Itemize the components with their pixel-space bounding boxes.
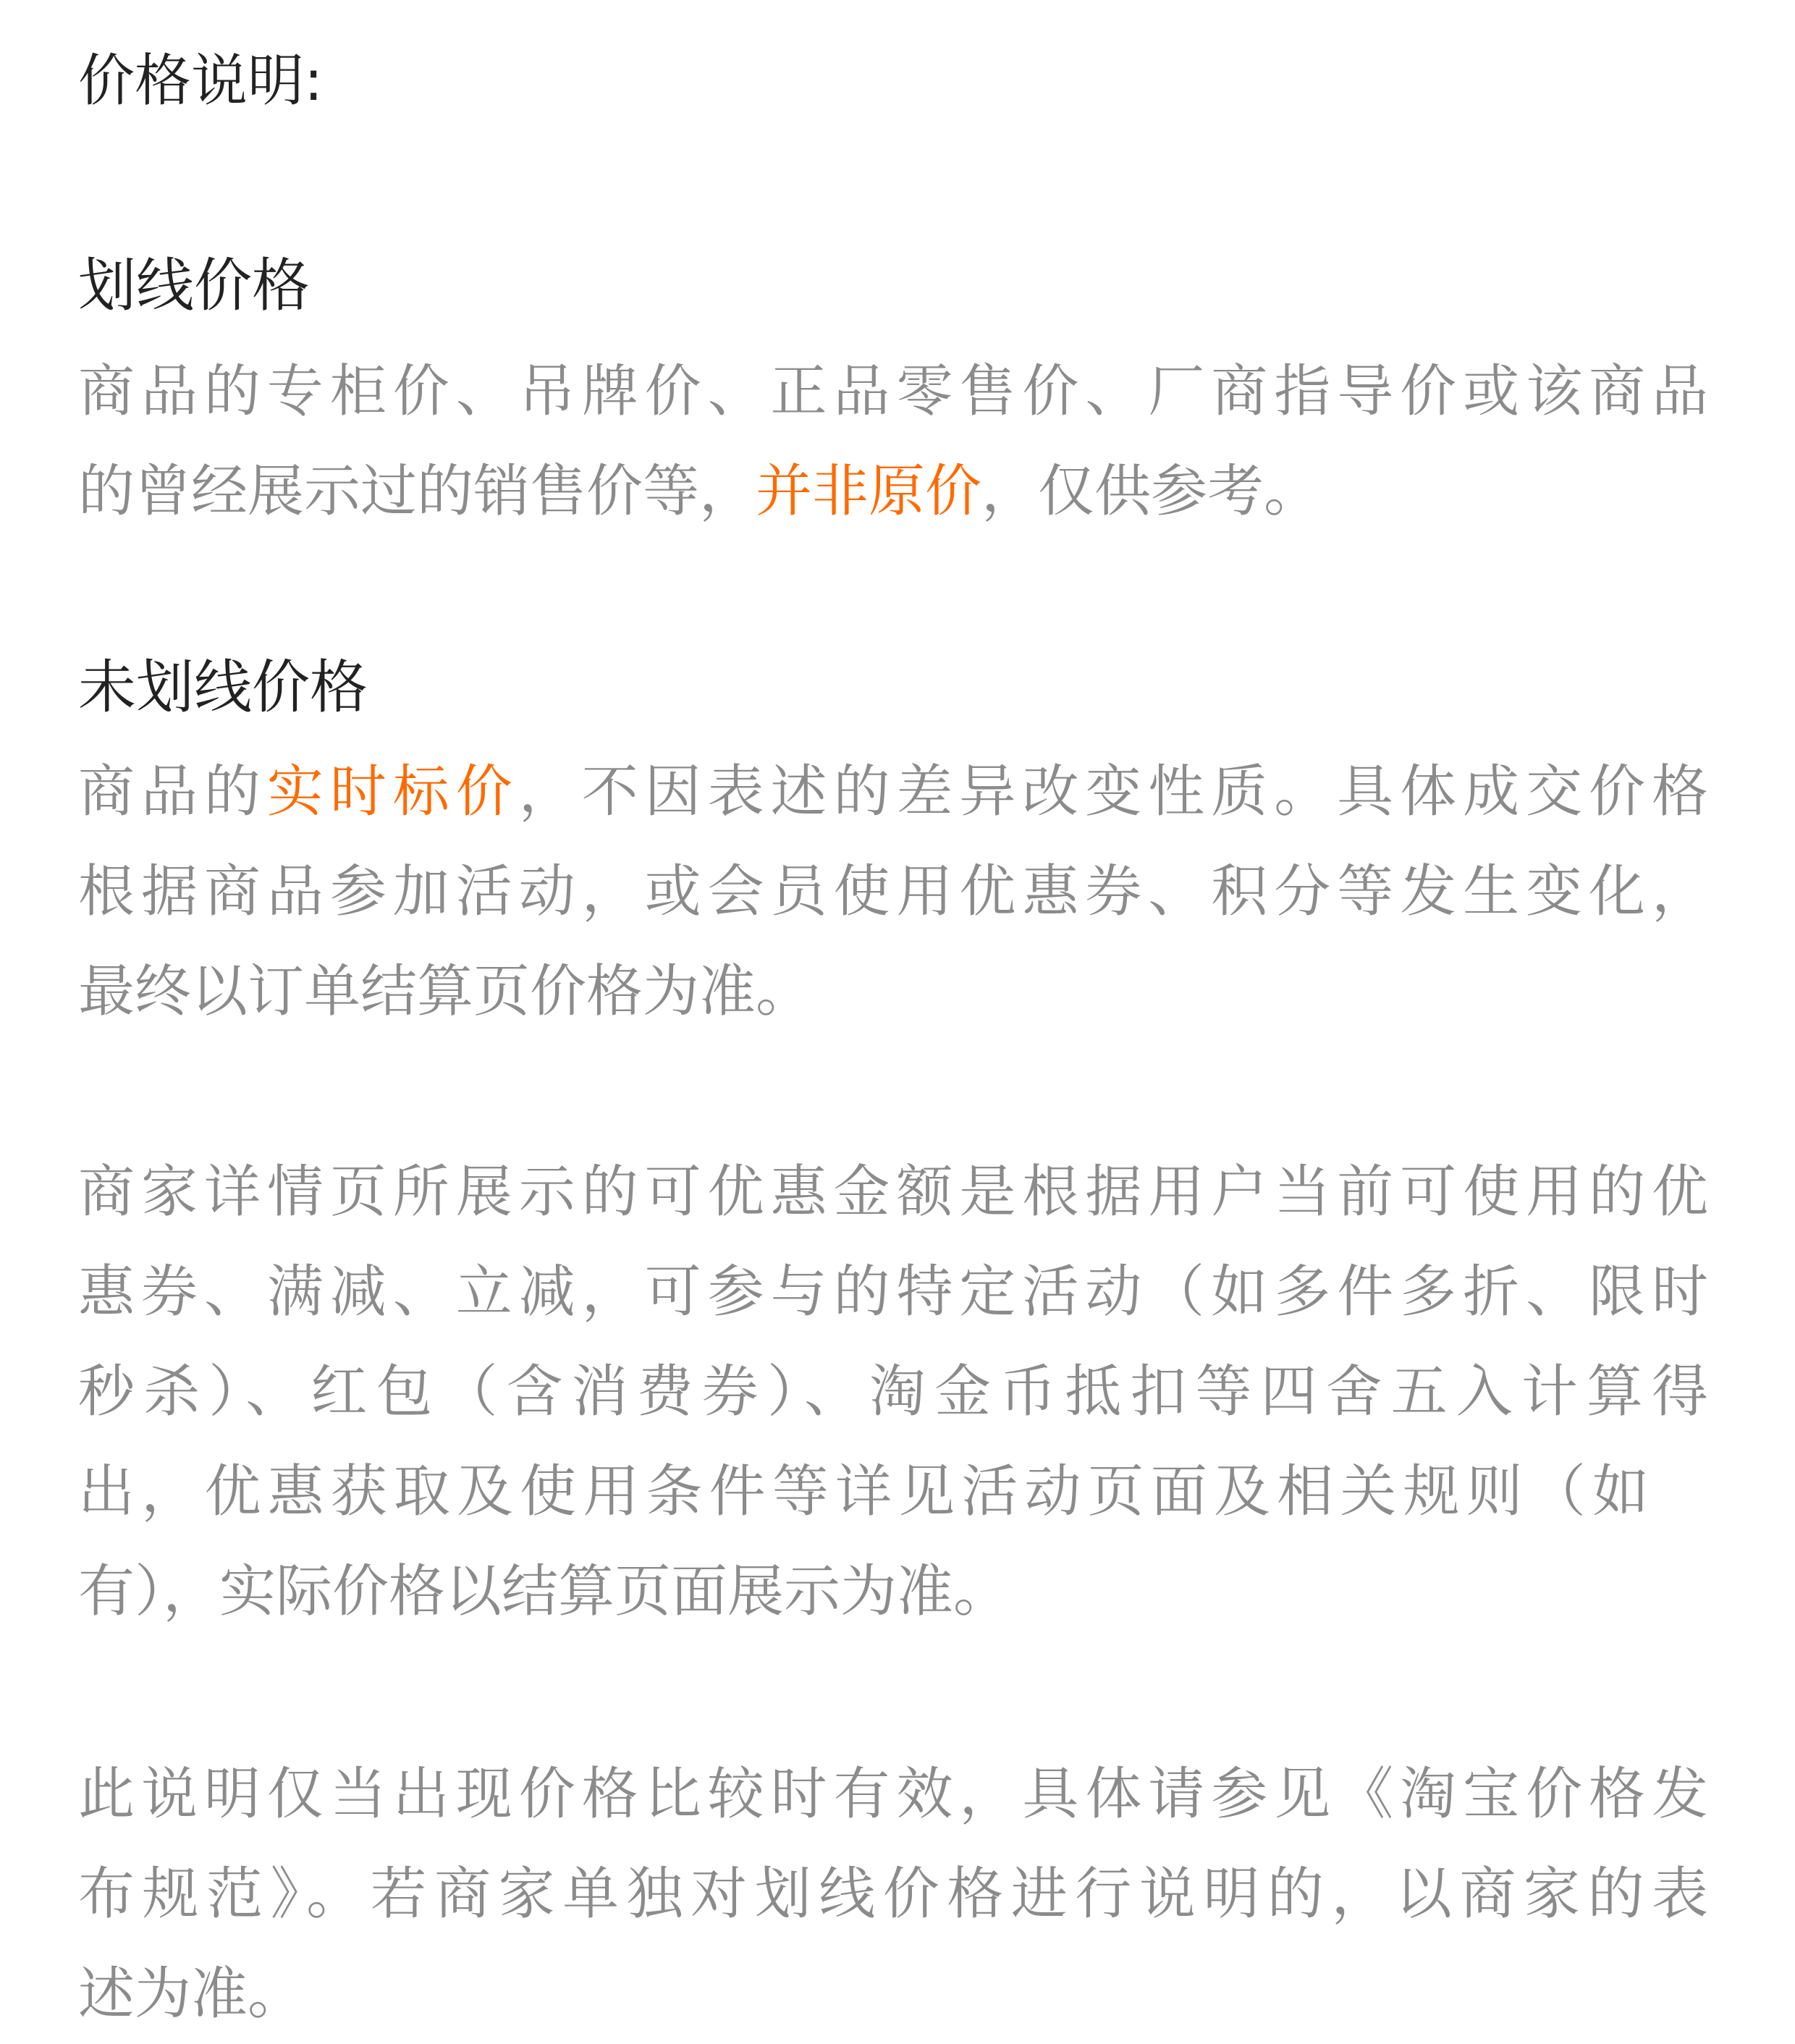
- section-text-discount-amount: [78, 1142, 1708, 1642]
- text-line: 商品的专柜价、吊牌价、正品零售价、厂商指导价或该商品: [78, 359, 1708, 424]
- text-segment: ，仅供参考。: [981, 459, 1321, 524]
- text-segment: 的曾经展示过的销售价等，: [78, 459, 756, 524]
- text-line: 有），实际价格以结算页面展示为准。: [78, 1559, 1010, 1624]
- text-line: [78, 442, 1708, 541]
- text-line: 根据商品参加活动，或会员使用优惠券、积分等发生变化，: [78, 859, 1708, 924]
- text-line: 惠券、满减、立减，可参与的特定活动（如多件多折、限时: [78, 1259, 1708, 1325]
- section-heading-non-strikethrough-price: 未划线价格: [78, 654, 368, 721]
- text-line: 此说明仅当出现价格比较时有效，具体请参见《淘宝价格发: [78, 1762, 1708, 1827]
- text-line: 秒杀）、红包（含消费券）、淘金币抵扣等四舍五入计算得: [78, 1359, 1708, 1424]
- section-text-non-strikethrough-price: [78, 742, 1708, 1042]
- text-line: 商家详情页所展示的可优惠金额是根据用户当前可使用的优: [78, 1160, 1708, 1225]
- section-text-strikethrough-price: [78, 342, 1708, 541]
- highlight-real-time-price: 实时标价: [266, 759, 519, 824]
- text-segment: ，不因表述的差异改变性质。具体成交价格: [518, 759, 1708, 824]
- page-title: 价格说明:: [78, 48, 324, 114]
- text-line: [78, 742, 1708, 842]
- text-line: 出，优惠获取及使用条件等详见活动页面及相关规则（如: [78, 1459, 1649, 1524]
- text-segment: 商品的: [78, 759, 267, 824]
- text-line: 最终以订单结算页价格为准。: [78, 959, 813, 1024]
- highlight-not-original-price: 并非原价: [756, 459, 982, 524]
- section-heading-strikethrough-price: 划线价格: [78, 252, 310, 319]
- section-text-validity-note: [78, 1744, 1708, 2044]
- text-line: 布规范》。若商家单独对划线价格进行说明的，以商家的表: [78, 1862, 1708, 1927]
- text-line: 述为准。: [78, 1961, 305, 2027]
